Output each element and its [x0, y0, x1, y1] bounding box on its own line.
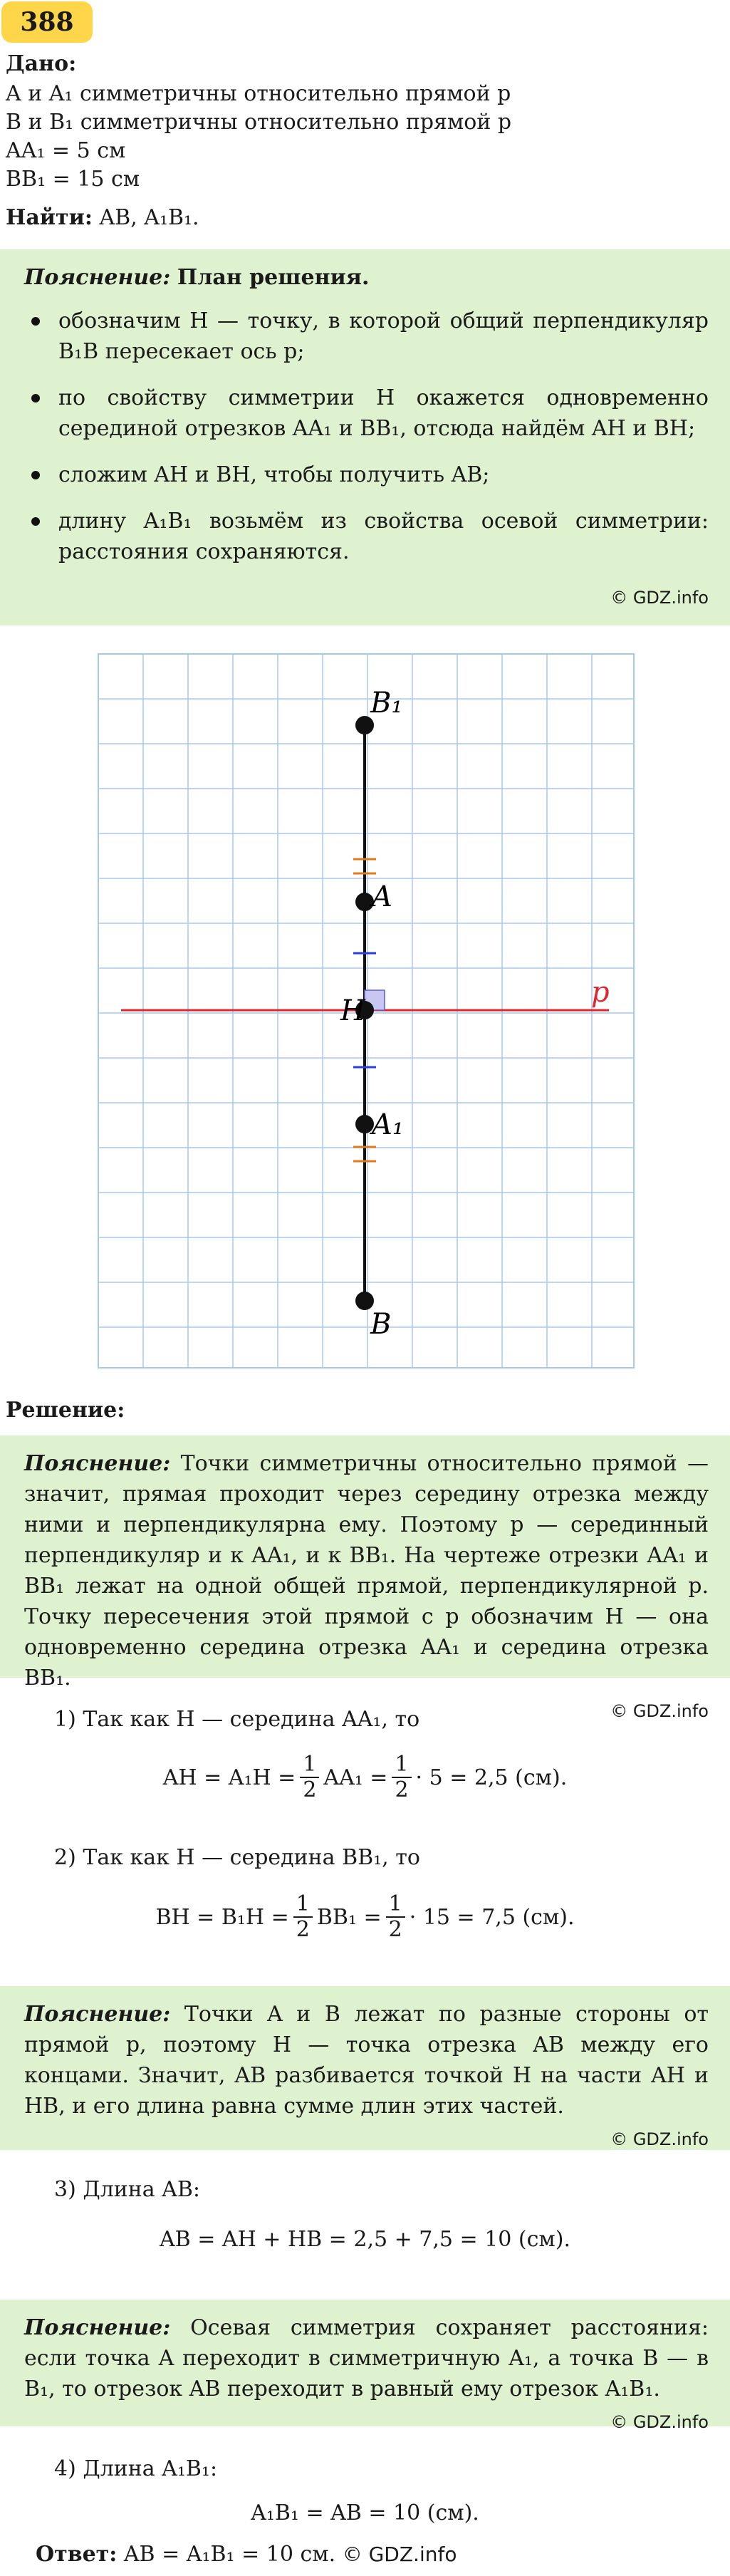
step2-num2: 1 [386, 1892, 405, 1918]
step2-rhs: · 15 = 7,5 (см). [409, 1904, 575, 1930]
find-line [6, 205, 199, 231]
step2-lhs: BH = B₁H = [155, 1904, 289, 1930]
label-a: A [372, 881, 392, 913]
answer-line [36, 2542, 457, 2567]
label-a1: A₁ [372, 1108, 404, 1141]
find-label: Найти: [6, 205, 93, 230]
explain3-text: Осевая симметрия сохраняет расстояния: если точка A переходит в симметричную A₁, а точка B — в B₁, то отрезок AB переходит в равный ему отрезок A₁B₁. [24, 2315, 709, 2401]
step4-formula: A₁B₁ = AB = 10 (см). [251, 2500, 479, 2525]
plan-copyright: © GDZ.info [610, 588, 709, 608]
given-line-2: B и B₁ симметричны относительно прямой p [6, 110, 512, 135]
answer-label: Ответ: [36, 2542, 118, 2567]
plan-bullets [24, 306, 709, 567]
explain1-text: Точки симметричны относительно прямой — значит, прямая проходит через середину отрезка между ними и перпендикулярна ему. Поэтому p — серединный перпендикуляр и к AA₁, и к BB₁. На чертеже отрезки AA₁ и BB₁ лежат на одной общей прямой, перпендикулярной p. Точку пересечения этой прямой с p обозначим H — она одновременно середина отрезка AA₁ и середина отрезка BB₁. [24, 1451, 709, 1690]
find-text: AB, A₁B₁. [99, 205, 199, 230]
step3-formula: AB = AH + HB = 2,5 + 7,5 = 10 (см). [159, 2226, 570, 2252]
step1-text: 1) Так как H — середина AA₁, то [54, 1707, 420, 1732]
step1-mid: AA₁ = [323, 1765, 388, 1790]
step2-fraction-2 [386, 1892, 405, 1942]
step2-num: 1 [293, 1892, 313, 1918]
given-line-1: A и A₁ симметричны относительно прямой p [6, 81, 511, 106]
step1-num: 1 [300, 1752, 319, 1778]
step1-den2: 2 [395, 1777, 409, 1802]
explain-box-2 [0, 1986, 730, 2150]
given-line-3: AA₁ = 5 см [6, 138, 126, 163]
explain2-label: Пояснение: [24, 2002, 171, 2027]
step2-mid: BB₁ = [316, 1904, 382, 1930]
problem-number-badge [1, 1, 93, 43]
problem-number: 388 [20, 7, 74, 37]
explain1-copyright: © GDZ.info [610, 1701, 709, 1721]
answer-text: AB = A₁B₁ = 10 см. [123, 2542, 336, 2567]
step2-formula [0, 1885, 730, 1949]
given-line-4: BB₁ = 15 см [6, 167, 140, 192]
plan-bullet-2: по свойству симметрии H окажется одновременно серединой отрезков AA₁ и BB₁, отсюда найдём AH и BH; [24, 383, 709, 444]
step2-den: 2 [296, 1917, 310, 1942]
answer-copyright: © GDZ.info [342, 2543, 457, 2566]
step2-text: 2) Так как H — середина BB₁, то [54, 1845, 420, 1870]
explain2-copyright: © GDZ.info [610, 2129, 709, 2149]
step3-text: 3) Длина AB: [54, 2177, 201, 2202]
step4-text: 4) Длина A₁B₁: [54, 2456, 218, 2481]
label-axis-p: p [591, 976, 610, 1009]
plan-bullet-1: обозначим H — точку, в которой общий перпендикуляр B₁B пересекает ось p; [24, 306, 709, 367]
step1-formula [0, 1745, 730, 1809]
plan-bullet-3: сложим AH и BH, чтобы получить AB; [24, 459, 709, 490]
plan-header [24, 262, 709, 293]
plan-bullet-4: длину A₁B₁ возьмём из свойства осевой симметрии: расстояния сохраняются. [24, 506, 709, 567]
step1-fraction [300, 1752, 319, 1802]
symmetry-figure [93, 648, 641, 1375]
solution-heading: Решение: [6, 1398, 125, 1423]
step1-num2: 1 [392, 1752, 411, 1778]
step1-lhs: AH = A₁H = [162, 1765, 296, 1790]
plan-box [0, 249, 730, 625]
step1-den: 2 [303, 1777, 317, 1802]
explain3-label: Пояснение: [24, 2315, 171, 2340]
label-b1: B₁ [370, 687, 403, 720]
given-heading: Дано: [6, 51, 77, 76]
step1-rhs: · 5 = 2,5 (см). [415, 1765, 568, 1790]
step1-fraction-2 [392, 1752, 411, 1802]
explain2-text: Точки A и B лежат по разные стороны от прямой p, поэтому H — точка отрезка AB между его концами. Значит, AB разбивается точкой H на части AH и HB, и его длина равна сумме длин этих частей. [24, 2002, 709, 2119]
explain1-label: Пояснение: [24, 1451, 171, 1476]
explain3-copyright: © GDZ.info [610, 2412, 709, 2432]
label-h: H [340, 994, 365, 1027]
step2-den2: 2 [388, 1917, 402, 1942]
plan-title: План решения. [177, 265, 370, 290]
explain-box-3 [0, 2300, 730, 2432]
step2-fraction [293, 1892, 313, 1942]
label-b: B [370, 1308, 392, 1341]
plan-label: Пояснение: [24, 265, 171, 290]
